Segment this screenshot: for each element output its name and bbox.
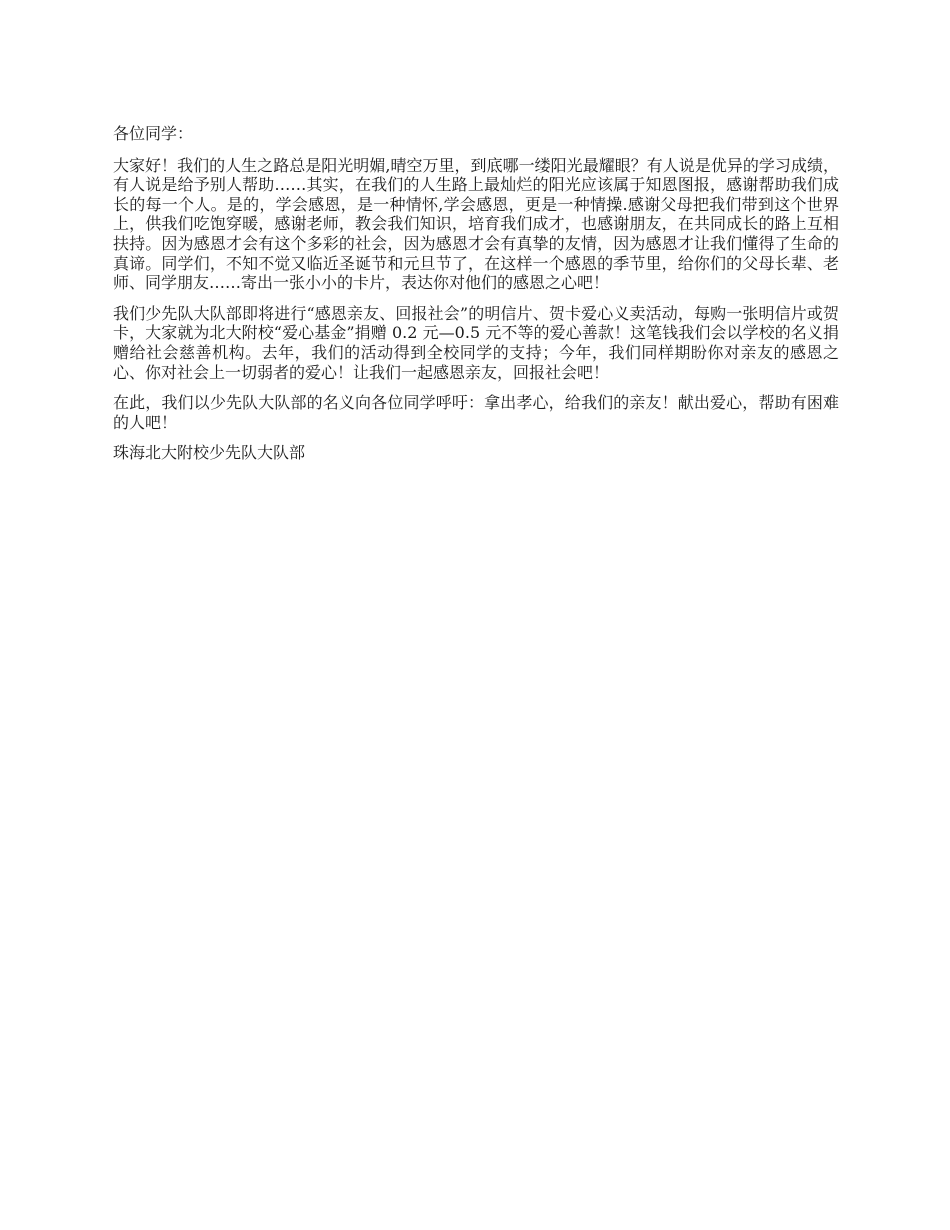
paragraph-appeal: 在此，我们以少先队大队部的名义向各位同学呼吁：拿出孝心，给我们的亲友！献出爱心，帮助有困难的人吧！ (113, 393, 839, 432)
paragraph-intro: 大家好！我们的人生之路总是阳光明媚,晴空万里，到底哪一缕阳光最耀眼？有人说是优异的学习成绩，有人说是给予别人帮助……其实，在我们的人生路上最灿烂的阳光应该属于知恩图报，感谢帮助我们成长的每一个人。是的，学会感恩，是一种情怀,学会感恩，更是一种情操.感谢父母把我们带到这个世界上，供我们吃饱穿暖，感谢老师，教会我们知识，培育我们成才，也感谢朋友，在共同成长的路上互相扶持。因为感恩才会有这个多彩的社会，因为感恩才会有真挚的友情，因为感恩才让我们懂得了生命的真谛。同学们，不知不觉又临近圣诞节和元旦节了，在这样一个感恩的季节里，给你们的父母长辈、老师、同学朋友……寄出一张小小的卡片，表达你对他们的感恩之心吧！ (113, 155, 839, 293)
paragraph-activity: 我们少先队大队部即将进行“感恩亲友、回报社会”的明信片、贺卡爱心义卖活动，每购一张明信片或贺卡，大家就为北大附校“爱心基金”捐赠 0.2 元—0.5 元不等的爱心善款！这笔钱我们会以学校的名义捐赠给社会慈善机构。去年，我们的活动得到全校同学的支持；今年，我们同样期盼你对亲友的感恩之心、你对社会上一切弱者的爱心！让我们一起感恩亲友，回报社会吧！ (113, 303, 839, 382)
document-page (113, 124, 839, 474)
greeting: 各位同学： (113, 124, 194, 143)
signature: 珠海北大附校少先队大队部 (113, 443, 306, 463)
